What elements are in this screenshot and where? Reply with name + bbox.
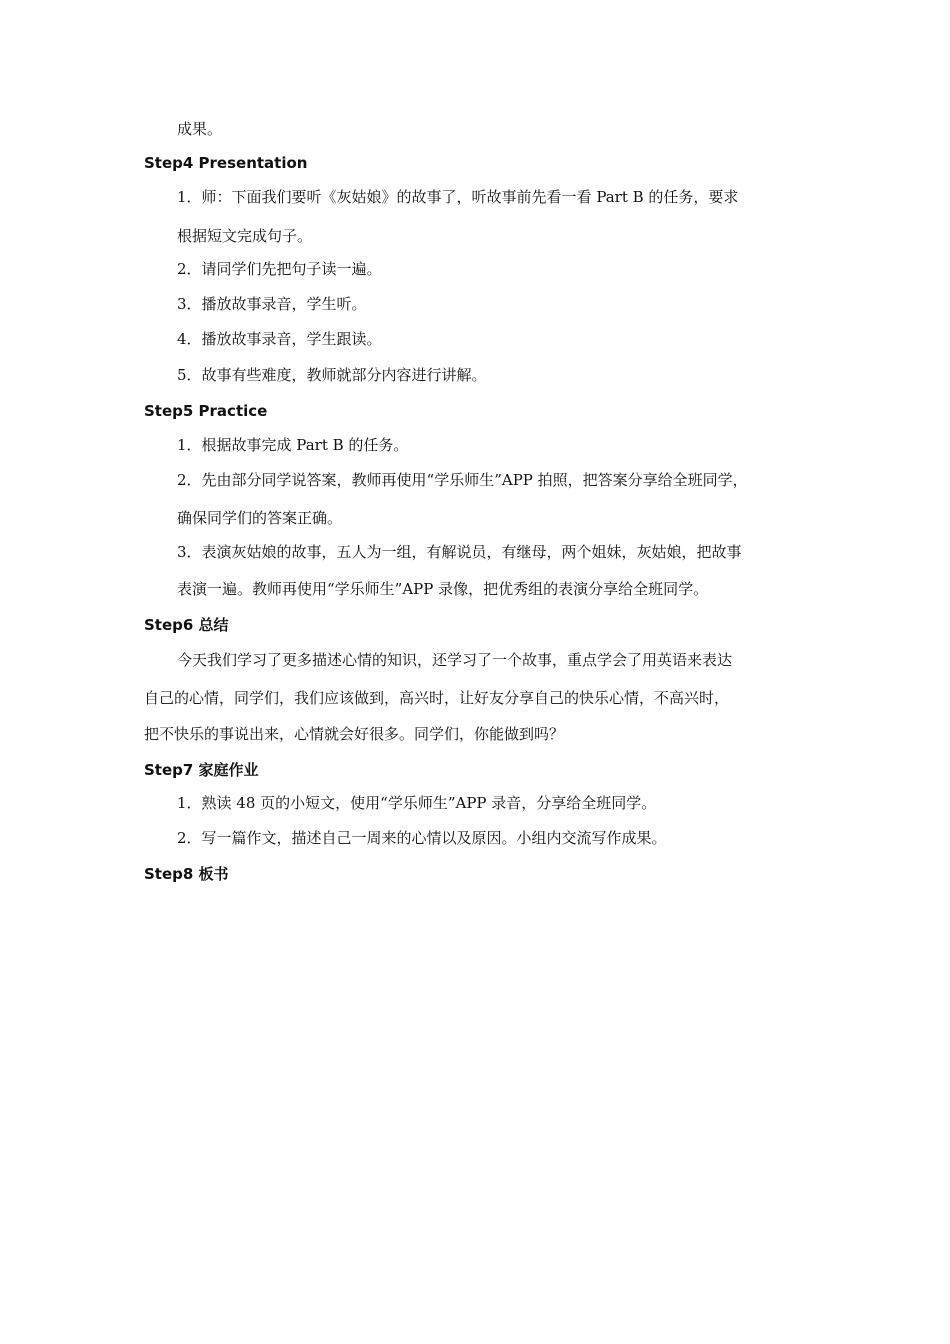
step4-item-4: 4．播放故事录音，学生跟读。 [177,330,382,348]
step4-item-5: 5．故事有些难度，教师就部分内容进行讲解。 [177,366,487,384]
step4-item-3: 3．播放故事录音，学生听。 [177,295,367,313]
step7-item-1: 1．熟读 48 页的小短文，使用“学乐师生”APP 录音，分享给全班同学。 [177,794,657,812]
step4-item-1-continued: 根据短文完成句子。 [177,227,313,245]
step5-item-1: 1．根据故事完成 Part B 的任务。 [177,436,409,454]
step7-heading: Step7 家庭作业 [144,761,259,779]
carryover-text: 成果。 [177,120,223,138]
step6-heading: Step6 总结 [144,616,229,634]
step4-item-1: 1．师：下面我们要听《灰姑娘》的故事了，听故事前先看一看 Part B 的任务，要求 [177,188,739,206]
step5-item-3-continued: 表演一遍。教师再使用“学乐师生”APP 录像，把优秀组的表演分享给全班同学。 [177,580,709,598]
step6-paragraph-line-2: 自己的心情，同学们，我们应该做到，高兴时，让好友分享自己的快乐心情，不高兴时， [144,689,730,707]
step4-heading: Step4 Presentation [144,154,308,172]
step8-heading: Step8 板书 [144,865,229,883]
step7-item-2: 2．写一篇作文，描述自己一周来的心情以及原因。小组内交流写作成果。 [177,829,667,847]
step5-item-2-continued: 确保同学们的答案正确。 [177,509,343,527]
step5-heading: Step5 Practice [144,402,268,420]
step6-paragraph-line-1: 今天我们学习了更多描述心情的知识，还学习了一个故事，重点学会了用英语来表达 [177,651,733,669]
step6-paragraph-line-3: 把不快乐的事说出来，心情就会好很多。同学们，你能做到吗？ [144,725,565,743]
step5-item-2: 2．先由部分同学说答案，教师再使用“学乐师生”APP 拍照，把答案分享给全班同学， [177,471,748,489]
step5-item-3: 3．表演灰姑娘的故事，五人为一组，有解说员，有继母，两个姐妹，灰姑娘，把故事 [177,543,742,561]
step4-item-2: 2．请同学们先把句子读一遍。 [177,260,382,278]
